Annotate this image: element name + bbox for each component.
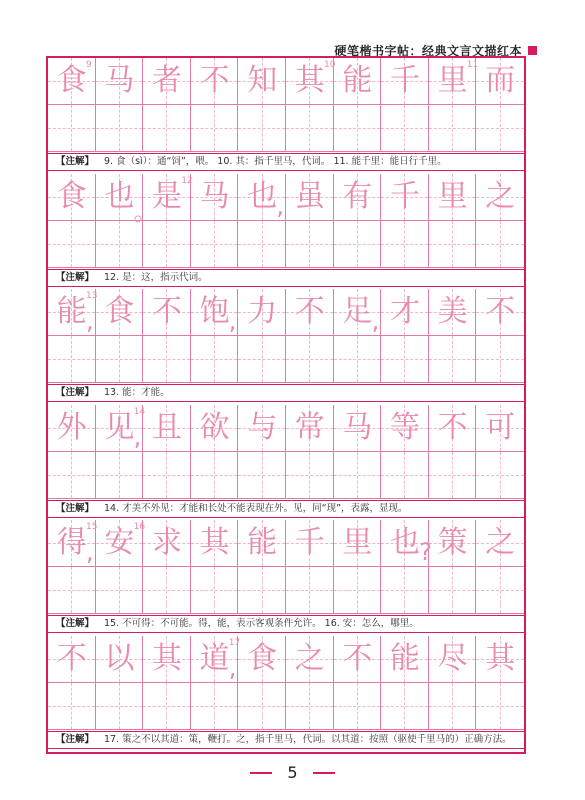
trace-character: 里: [342, 525, 373, 560]
note-text: 9. 食（sì）：通“饲”，喂。 10. 其：指千里马，代词。 11. 能千里：能日行千里。: [104, 156, 447, 167]
tian-grid: [48, 289, 524, 383]
tian-grid: [48, 520, 524, 614]
trace-character: 是: [151, 178, 182, 214]
annotation-note: [48, 153, 524, 171]
blank-writing-cell[interactable]: [381, 105, 429, 152]
blank-writing-cell[interactable]: [48, 683, 96, 730]
blank-writing-cell[interactable]: [429, 221, 477, 268]
blank-writing-cell[interactable]: [381, 567, 429, 614]
punctuation-mark: ,: [133, 422, 142, 451]
header-title: 硬笔楷书字帖：经典文言文描红本: [334, 44, 522, 58]
note-text: 12. 是：这，指示代词。: [104, 271, 208, 283]
blank-writing-cell[interactable]: [191, 683, 239, 730]
blank-writing-cell[interactable]: [191, 567, 239, 614]
blank-writing-cell[interactable]: [476, 452, 524, 499]
blank-writing-cell[interactable]: [334, 336, 382, 383]
annotation-note: [48, 269, 524, 287]
trace-character: 能: [247, 525, 278, 560]
trace-character: 道: [199, 640, 230, 676]
blank-writing-cell[interactable]: [381, 336, 429, 383]
trace-character: 食: [104, 294, 135, 329]
punctuation-mark: ,: [86, 538, 94, 566]
blank-writing-cell[interactable]: [48, 105, 96, 152]
annotation-note: [48, 384, 524, 402]
blank-writing-cell[interactable]: [334, 567, 382, 614]
trace-character: 常: [294, 409, 325, 445]
note-tag: 【注解】: [56, 618, 95, 629]
blank-writing-cell[interactable]: [96, 683, 144, 730]
trace-character: 千: [389, 63, 420, 98]
trace-character: 不: [437, 409, 468, 445]
blank-writing-cell[interactable]: [286, 567, 334, 614]
annotation-number: 15: [86, 522, 98, 532]
trace-character: 其: [151, 640, 182, 676]
punctuation-mark: 。: [133, 197, 158, 226]
blank-writing-cell[interactable]: [191, 452, 239, 499]
blank-writing-cell[interactable]: [48, 452, 96, 499]
blank-writing-cell[interactable]: [381, 221, 429, 268]
tian-grid: [48, 405, 524, 499]
blank-writing-cell[interactable]: [476, 683, 524, 730]
trace-character: 不: [56, 640, 87, 676]
trace-character: 其: [294, 63, 325, 98]
trace-character: 食: [247, 640, 278, 676]
trace-character: 见: [104, 409, 135, 445]
blank-writing-cell[interactable]: [191, 221, 239, 268]
trace-character: 安: [104, 525, 135, 560]
footer-rule-right: [313, 772, 335, 774]
tian-grid: [48, 58, 524, 152]
trace-character: 马: [199, 178, 230, 214]
trace-character: 之: [294, 640, 325, 676]
note-tag: 【注解】: [56, 387, 95, 398]
trace-character: 也: [247, 178, 278, 214]
practice-sheet: [46, 56, 526, 754]
annotation-number: 14: [133, 406, 146, 417]
note-text: 14. 才美不外见：才能和长处不能表现在外。见，同“现”，表露，显现。: [104, 502, 408, 514]
blank-writing-cell[interactable]: [96, 567, 144, 614]
trace-character: 不: [199, 63, 230, 98]
blank-writing-cell[interactable]: [476, 336, 524, 383]
trace-character: 其: [199, 525, 230, 560]
trace-character: 里: [437, 178, 468, 214]
trace-character: 其: [485, 640, 516, 676]
blank-writing-cell[interactable]: [96, 452, 144, 499]
trace-character: 美: [437, 294, 468, 329]
blank-writing-cell[interactable]: [286, 105, 334, 152]
trace-character: 千: [294, 525, 325, 560]
note-tag: 【注解】: [56, 502, 95, 514]
blank-writing-cell[interactable]: [238, 452, 286, 499]
trace-character: 而: [485, 63, 516, 98]
annotation-number: 17: [228, 637, 241, 648]
trace-character: 力: [247, 294, 278, 329]
annotation-note: [48, 500, 524, 518]
trace-character: 不: [151, 294, 182, 329]
blank-writing-cell[interactable]: [143, 683, 191, 730]
blank-writing-cell[interactable]: [429, 336, 477, 383]
trace-character: 以: [104, 640, 135, 676]
blank-writing-cell[interactable]: [96, 105, 144, 152]
blank-writing-cell[interactable]: [286, 452, 334, 499]
trace-character: 足: [342, 294, 373, 329]
note-tag: 【注解】: [56, 156, 95, 167]
trace-character: 可: [485, 409, 516, 445]
blank-writing-cell[interactable]: [334, 452, 382, 499]
trace-character: 才: [389, 294, 420, 329]
blank-writing-cell[interactable]: [143, 336, 191, 383]
trace-character: 里: [437, 63, 468, 98]
blank-writing-cell[interactable]: [96, 221, 144, 268]
annotation-number: 9: [86, 60, 92, 70]
blank-writing-cell[interactable]: [48, 221, 96, 268]
blank-writing-cell[interactable]: [191, 105, 239, 152]
annotation-number: 12: [181, 175, 193, 186]
blank-writing-cell[interactable]: [238, 105, 286, 152]
blank-writing-cell[interactable]: [334, 683, 382, 730]
trace-character: 马: [342, 409, 373, 445]
annotation-number: 16: [133, 522, 146, 532]
square-mark-icon: [528, 46, 537, 55]
blank-writing-cell[interactable]: [191, 336, 239, 383]
trace-character: 千: [389, 178, 420, 214]
punctuation-mark: ?: [419, 538, 432, 566]
note-text: 13. 能：才能。: [104, 387, 170, 398]
trace-character: 与: [247, 409, 278, 445]
blank-writing-cell[interactable]: [429, 683, 477, 730]
annotation-number: 10: [324, 60, 336, 70]
trace-character: 外: [56, 409, 87, 445]
blank-writing-cell[interactable]: [429, 105, 477, 152]
note-text: 15. 不可得：不可能。得，能，表示客观条件允许。 16. 安：怎么，哪里。: [104, 618, 419, 629]
blank-writing-cell[interactable]: [143, 452, 191, 499]
trace-character: 饱: [199, 294, 230, 329]
blank-writing-cell[interactable]: [143, 221, 191, 268]
punctuation-mark: ,: [276, 191, 285, 220]
punctuation-mark: ,: [371, 307, 380, 335]
blank-writing-cell[interactable]: [286, 336, 334, 383]
tian-grid: [48, 636, 524, 730]
blank-writing-cell[interactable]: [96, 336, 144, 383]
trace-character: 能: [342, 63, 373, 98]
blank-writing-cell[interactable]: [286, 221, 334, 268]
blank-writing-cell[interactable]: [238, 683, 286, 730]
page-footer: [0, 762, 585, 782]
blank-writing-cell[interactable]: [334, 221, 382, 268]
blank-writing-cell[interactable]: [48, 567, 96, 614]
trace-character: 不: [485, 294, 516, 329]
punctuation-mark: ,: [228, 307, 237, 335]
blank-writing-cell[interactable]: [429, 567, 477, 614]
blank-writing-cell[interactable]: [143, 567, 191, 614]
trace-character: 知: [247, 63, 278, 98]
trace-character: 等: [389, 409, 420, 445]
trace-character: 欲: [199, 409, 230, 445]
trace-character: 且: [151, 409, 182, 445]
trace-character: 食: [56, 178, 87, 214]
note-tag: 【注解】: [56, 271, 95, 283]
trace-character: 也: [389, 525, 420, 560]
note-tag: 【注解】: [56, 733, 95, 745]
trace-character: 不: [294, 294, 325, 329]
trace-character: 尽: [437, 640, 468, 676]
page-number: 5: [287, 763, 298, 782]
punctuation-mark: ,: [228, 653, 237, 682]
blank-writing-cell[interactable]: [429, 452, 477, 499]
blank-writing-cell[interactable]: [238, 567, 286, 614]
blank-writing-cell[interactable]: [286, 683, 334, 730]
trace-character: 能: [56, 294, 87, 329]
trace-character: 能: [389, 640, 420, 676]
annotation-number: 13: [86, 291, 98, 301]
trace-character: 策: [437, 525, 468, 560]
annotation-note: [48, 731, 524, 749]
blank-writing-cell[interactable]: [143, 105, 191, 152]
trace-character: 虽: [294, 178, 325, 214]
trace-character: 之: [485, 525, 516, 560]
blank-writing-cell[interactable]: [381, 683, 429, 730]
trace-character: 不: [342, 640, 373, 676]
annotation-note: [48, 615, 524, 633]
blank-writing-cell[interactable]: [238, 336, 286, 383]
note-text: 17. 策之不以其道：策，鞭打。之，指千里马，代词。以其道：按照（驱使千里马的）正确方法。: [104, 733, 512, 745]
annotation-number: 11: [466, 60, 479, 70]
trace-character: 之: [485, 178, 516, 214]
trace-character: 食: [56, 63, 87, 98]
trace-character: 有: [342, 178, 373, 214]
blank-writing-cell[interactable]: [334, 105, 382, 152]
tian-grid: [48, 174, 524, 268]
blank-writing-cell[interactable]: [381, 452, 429, 499]
blank-writing-cell[interactable]: [476, 105, 524, 152]
punctuation-mark: ,: [86, 307, 94, 335]
footer-rule-left: [250, 772, 272, 774]
trace-character: 者: [151, 63, 182, 98]
trace-character: 求: [151, 525, 182, 560]
trace-character: 马: [104, 63, 135, 98]
blank-writing-cell[interactable]: [48, 336, 96, 383]
blank-writing-cell[interactable]: [238, 221, 286, 268]
blank-writing-cell[interactable]: [476, 221, 524, 268]
trace-character: 也: [104, 178, 135, 214]
trace-character: 得: [56, 525, 87, 560]
blank-writing-cell[interactable]: [476, 567, 524, 614]
